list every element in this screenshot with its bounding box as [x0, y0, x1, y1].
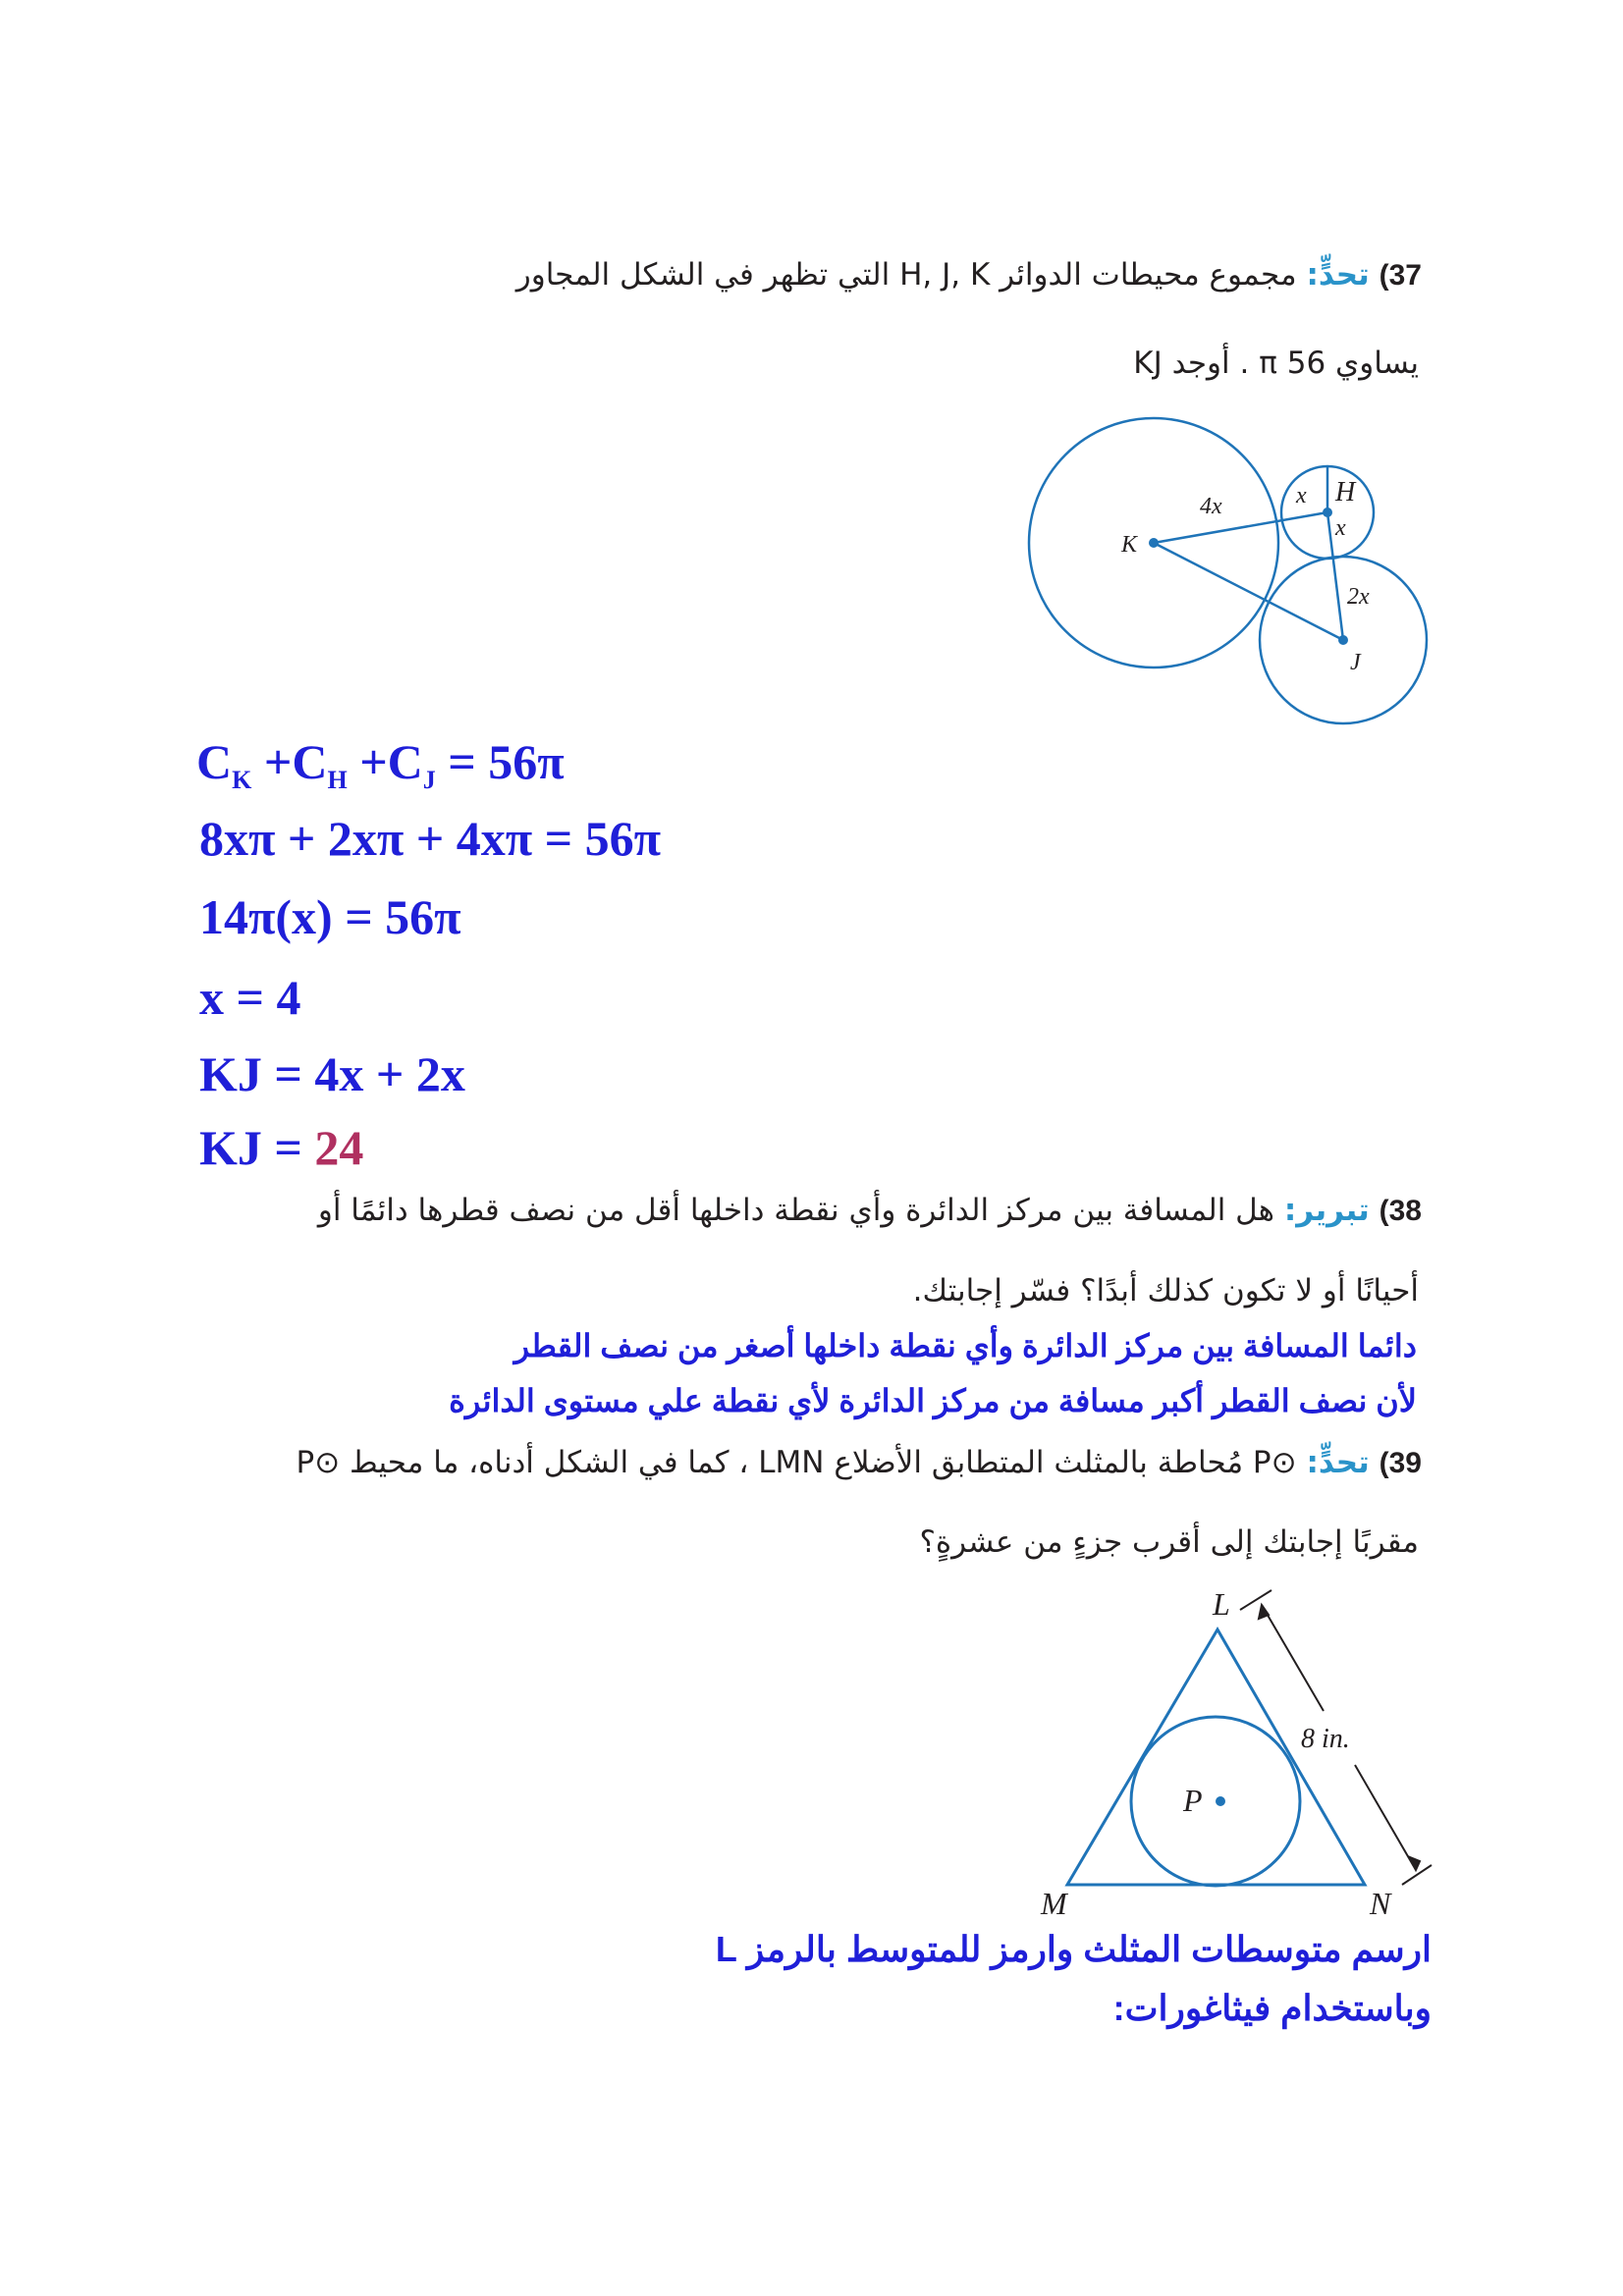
- q37-eq5: KJ = 4x + 2x: [199, 1046, 465, 1101]
- q37-eq6: KJ = 24: [199, 1120, 364, 1175]
- q37-line2: [437, 346, 1419, 381]
- q39-text-2: مقربًا إجابتك إلى أقرب جزءٍ من عشرةٍ؟: [919, 1524, 1419, 1560]
- q39-triangle-figure: [1031, 1585, 1463, 1919]
- center-j: [1338, 635, 1348, 645]
- kj-answer-value: 24: [314, 1120, 364, 1175]
- label-x-top: x: [1296, 483, 1307, 508]
- q37-circles-figure: [1011, 412, 1443, 736]
- label-4x: 4x: [1200, 494, 1222, 519]
- label-j: J: [1350, 650, 1361, 675]
- q37-number: 37): [1379, 259, 1422, 292]
- q39-line1: [27, 1445, 1422, 1480]
- label-n: N: [1370, 1886, 1391, 1921]
- dimension-tick-top: [1240, 1590, 1271, 1610]
- label-p: P: [1183, 1783, 1203, 1818]
- q37-text-1: مجموع محيطات الدوائر H, J, K التي تظهر في الشكل المجاور: [515, 257, 1297, 293]
- q38-line2: [437, 1273, 1419, 1308]
- q37-eq4: x = 4: [199, 970, 301, 1025]
- q39-tag: تحدٍّ:: [1306, 1445, 1370, 1480]
- q38-number: 38): [1379, 1195, 1422, 1227]
- q39-text-1: ⊙P مُحاطة بالمثلث المتطابق الأضلاع LMN ، كما في الشكل أدناه، ما محيط ⊙P: [296, 1445, 1297, 1480]
- arrow-top: [1259, 1605, 1269, 1619]
- q37-tag: تحدٍّ:: [1306, 257, 1370, 293]
- q38-line1: [0, 1193, 1422, 1228]
- label-k: K: [1121, 532, 1138, 558]
- q38-tag: تبرير:: [1283, 1193, 1370, 1228]
- q38-answer-2: لأن نصف القطر أكبر مسافة من مركز الدائرة لأي نقطة علي مستوى الدائرة: [449, 1383, 1417, 1418]
- q38-text-2: أحيانًا أو لا تكون كذلك أبدًا؟ فسّر إجابتك.: [912, 1273, 1419, 1308]
- q39-answer-1: ارسم متوسطات المثلث وارمز للمتوسط بالرمز L: [715, 1929, 1432, 1969]
- label-x-side: x: [1335, 515, 1346, 541]
- q37-eq2: 8xπ + 2xπ + 4xπ = 56π: [199, 811, 662, 866]
- q39-line2: [535, 1524, 1419, 1560]
- center-k: [1149, 538, 1159, 548]
- q38-answer-1: دائما المسافة بين مركز الدائرة وأي نقطة داخلها أصغر من نصف القطر: [514, 1328, 1417, 1363]
- label-2x: 2x: [1347, 584, 1370, 610]
- center-h: [1323, 507, 1332, 517]
- q39-number: 39): [1379, 1447, 1422, 1479]
- label-l: L: [1213, 1586, 1230, 1622]
- label-m: M: [1041, 1886, 1067, 1921]
- triangle-lmn: [1067, 1629, 1365, 1885]
- dimension-line-upper: [1262, 1605, 1324, 1711]
- q37-text-2: يساوي π 56 . أوجد KJ: [1133, 346, 1419, 381]
- segment-kh: [1154, 512, 1327, 543]
- label-h: H: [1335, 477, 1356, 507]
- q37-eq3: 14π(x) = 56π: [199, 889, 461, 944]
- q37-line1: [145, 257, 1422, 293]
- q38-text-1: هل المسافة بين مركز الدائرة وأي نقطة داخلها أقل من نصف قطرها دائمًا أو: [317, 1193, 1274, 1228]
- q37-eq1: $C_K +C_H +C_J = 56\pi$: [196, 734, 565, 794]
- q39-answer-2: وباستخدام فيثاغورات:: [1112, 1988, 1432, 2028]
- dimension-line-lower: [1355, 1765, 1416, 1870]
- center-p: [1216, 1796, 1225, 1806]
- label-side-length: 8 in.: [1301, 1724, 1350, 1754]
